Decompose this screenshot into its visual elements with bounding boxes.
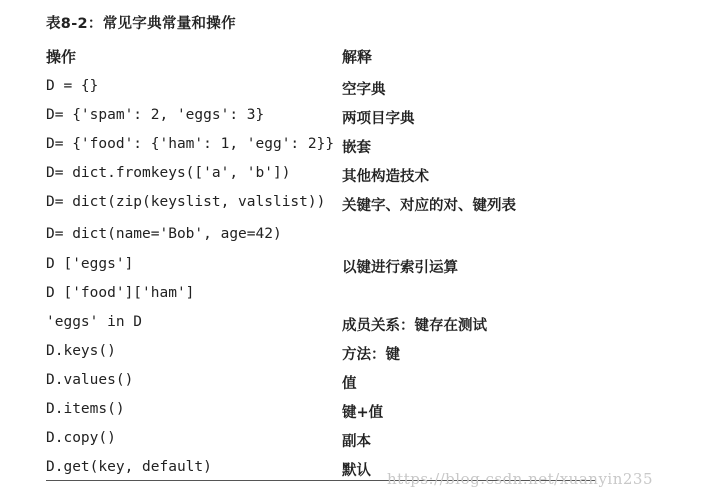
table-row [46, 285, 596, 309]
operation-cell: D ['food']['ham'] [46, 285, 195, 301]
description-cell: 其他构造技术 [342, 168, 429, 185]
table-row [46, 314, 596, 338]
operation-cell: D.keys() [46, 343, 116, 359]
operation-cell: 'eggs' in D [46, 314, 143, 330]
table-row [46, 165, 596, 189]
header-operation: 操作 [46, 48, 77, 66]
watermark-url: https://blog.csdn.net/xuanyin235 [387, 470, 654, 488]
description-cell: 两项目字典 [342, 110, 415, 127]
description-cell: 默认 [342, 462, 371, 479]
operation-cell: D.get(key, default) [46, 459, 212, 475]
table-row [46, 107, 596, 131]
table-row [46, 78, 596, 102]
operation-cell: D.copy() [46, 430, 116, 446]
description-cell: 以键进行索引运算 [342, 259, 458, 276]
table-row [46, 401, 596, 425]
operation-cell: D= dict(zip(keyslist, valslist)) [46, 194, 326, 210]
operation-cell: D= {'food': {'ham': 1, 'egg': 2}} [46, 136, 335, 152]
table-row [46, 256, 596, 280]
description-cell: 成员关系：键存在测试 [342, 317, 487, 334]
operation-cell: D= dict.fromkeys(['a', 'b']) [46, 165, 291, 181]
table-row [46, 372, 596, 396]
table-row [46, 343, 596, 367]
description-cell: 值 [342, 375, 357, 392]
description-cell: 空字典 [342, 81, 386, 98]
table-row [46, 136, 596, 160]
operation-cell: D = {} [46, 78, 99, 94]
header-description: 解释 [342, 48, 373, 66]
description-cell: 嵌套 [342, 139, 371, 156]
description-cell: 副本 [342, 433, 371, 450]
operation-cell: D= dict(name='Bob', age=42) [46, 226, 282, 242]
operation-cell: D.values() [46, 372, 134, 388]
table-caption: 表8-2：常见字典常量和操作 [46, 16, 236, 32]
table-row [46, 430, 596, 454]
description-cell: 方法：键 [342, 346, 400, 363]
operation-cell: D= {'spam': 2, 'eggs': 3} [46, 107, 265, 123]
description-cell: 键+值 [342, 404, 384, 421]
table-row [46, 194, 596, 218]
dict-operations-table [46, 44, 596, 479]
description-cell: 关键字、对应的对、键列表 [342, 197, 516, 214]
table-header-row [46, 44, 596, 72]
operation-cell: D ['eggs'] [46, 256, 134, 272]
table-row [46, 226, 596, 250]
operation-cell: D.items() [46, 401, 125, 417]
